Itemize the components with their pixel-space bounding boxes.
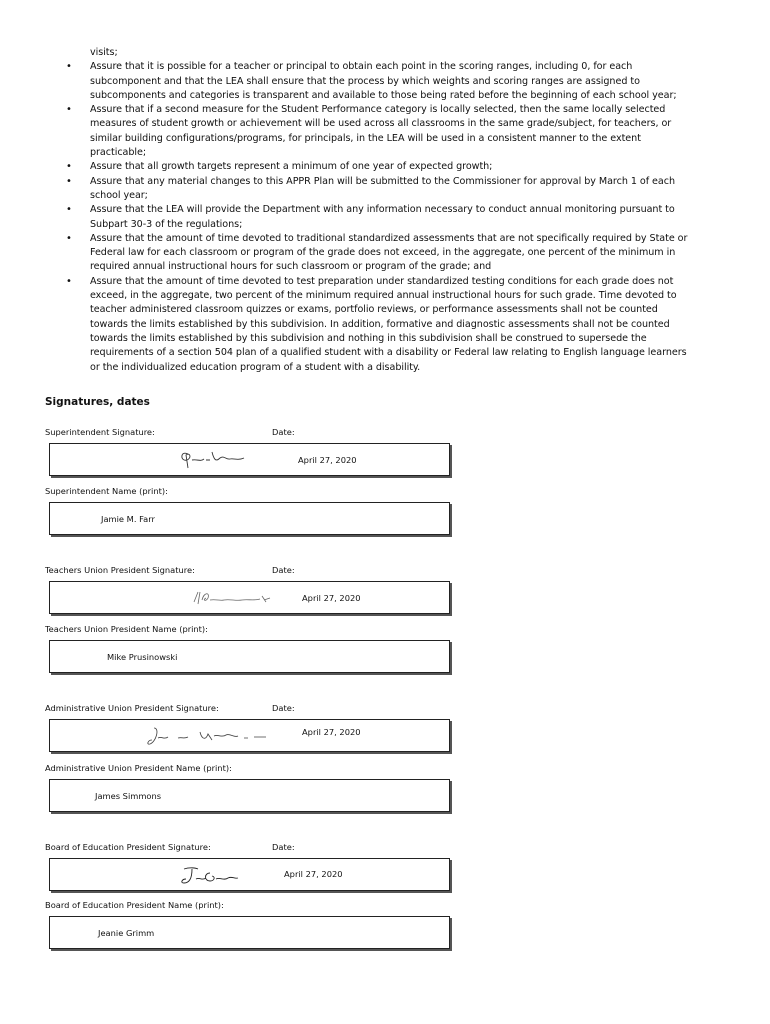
list-item-line: required annual instructional hours for such classroom or program of the grade; and <box>90 261 492 273</box>
superintendent-name-value: Jamie M. Farr <box>101 514 155 524</box>
administrative-union-name-field[interactable] <box>49 779 450 812</box>
list-item-line: Assure that the amount of time devoted to test preparation under standardized testing conditions for each grade does not <box>90 275 674 287</box>
list-item-line: similar building configurations/programs, for principals, in the LEA will be used in a consistent manner to the extent <box>90 132 641 144</box>
teachers-union-signature-field[interactable] <box>49 581 450 614</box>
teachers-union-name-label: Teachers Union President Name (print): <box>45 624 208 634</box>
signature-image <box>178 446 254 470</box>
list-item-line: Assure that the LEA will provide the Department with any information necessary to conduct annual monitoring pursuant to <box>90 204 675 216</box>
bullet-icon: • <box>66 161 72 173</box>
date-label: Date: <box>272 565 295 575</box>
administrative-union-name-value: James Simmons <box>95 791 162 801</box>
list-item-line: school year; <box>90 189 148 201</box>
list-item-line: Assure that any material changes to this APPR Plan will be submitted to the Commissioner for approval by March 1 of each <box>90 175 675 187</box>
board-of-education-signature-date: April 27, 2020 <box>284 869 343 879</box>
bullet-icon: • <box>66 175 72 187</box>
list-item <box>66 103 721 160</box>
teachers-union-name-field[interactable] <box>49 640 450 673</box>
list-item-line: exceed, in the aggregate, two percent of the minimum required annual instructional hours for such grade. Time devoted to <box>90 290 677 302</box>
board-of-education-signature-label: Board of Education President Signature: <box>45 842 211 852</box>
superintendent-signature-field[interactable] <box>49 443 450 476</box>
list-item-line: practicable; <box>90 147 147 159</box>
teachers-union-name-value: Mike Prusinowski <box>107 652 178 662</box>
signature-image <box>178 865 240 887</box>
administrative-union-signature-date: April 27, 2020 <box>302 727 361 737</box>
list-item-line: Federal law for each classroom or program of the grade does not exceed, in the aggregate, one percent of the minimum in <box>90 247 676 259</box>
superintendent-name-label: Superintendent Name (print): <box>45 486 168 496</box>
administrative-union-signature-label: Administrative Union President Signature: <box>45 703 219 713</box>
list-item-line: Assure that it is possible for a teacher or principal to obtain each point in the scoring ranges, including 0, for each <box>90 61 633 73</box>
list-item <box>66 175 721 204</box>
list-item-line: Assure that if a second measure for the Student Performance category is locally selected, then the same locally selected <box>90 104 666 116</box>
list-item-line: Assure that all growth targets represent a minimum of one year of expected growth; <box>90 161 493 173</box>
signature-image <box>190 588 272 608</box>
list-item-line: towards the limits established by this subdivision. In addition, formative and diagnostic assessments shall not be counted <box>90 318 670 330</box>
board-of-education-name-value: Jeanie Grimm <box>98 928 155 938</box>
list-item <box>66 160 721 174</box>
list-item <box>66 275 721 375</box>
superintendent-signature-date: April 27, 2020 <box>298 455 357 465</box>
signature-image <box>144 724 270 748</box>
list-continuation: visits; <box>90 47 118 58</box>
date-label: Date: <box>272 703 295 713</box>
board-of-education-signature-field[interactable] <box>49 858 450 891</box>
list-item-line: subcomponents and categories is transparent and available to those being rated before the beginning of each school year; <box>90 89 677 101</box>
list-item <box>66 232 721 275</box>
bullet-icon: • <box>66 204 72 216</box>
bullet-icon: • <box>66 275 72 287</box>
section-title: Signatures, dates <box>45 396 150 408</box>
list-item-line: measures of student growth or achievement will be used across all classrooms in the same grade/subject, for teachers, or <box>90 118 672 130</box>
list-item-line: requirements of a section 504 plan of a qualified student with a disability or Federal law relating to English language learners <box>90 347 687 359</box>
list-item-line: Subpart 30-3 of the regulations; <box>90 218 243 230</box>
list-item-line: or the individualized education program of a student with a disability. <box>90 361 421 373</box>
bullet-icon: • <box>66 104 72 116</box>
board-of-education-name-label: Board of Education President Name (print): <box>45 900 224 910</box>
teachers-union-signature-label: Teachers Union President Signature: <box>45 565 195 575</box>
superintendent-signature-label: Superintendent Signature: <box>45 427 155 437</box>
list-item <box>66 203 721 232</box>
bullet-icon: • <box>66 61 72 73</box>
list-item-line: towards the limits established by this subdivision and nothing in this subdivision shall be construed to supersede the <box>90 332 647 344</box>
list-item-line: subcomponent and that the LEA shall ensure that the process by which weights and scoring ranges are assigned to <box>90 75 640 87</box>
administrative-union-name-label: Administrative Union President Name (print): <box>45 763 232 773</box>
date-label: Date: <box>272 842 295 852</box>
administrative-union-signature-field[interactable] <box>49 719 450 752</box>
date-label: Date: <box>272 427 295 437</box>
assurance-list <box>66 46 721 375</box>
teachers-union-signature-date: April 27, 2020 <box>302 593 361 603</box>
list-item-line: teacher administered classroom quizzes or exams, portfolio reviews, or performance assessments shall not be counted <box>90 304 658 316</box>
board-of-education-name-field[interactable] <box>49 916 450 949</box>
superintendent-name-field[interactable] <box>49 502 450 535</box>
bullet-icon: • <box>66 232 72 244</box>
list-item <box>66 60 721 103</box>
list-item-line: Assure that the amount of time devoted to traditional standardized assessments that are not specifically required by State or <box>90 232 688 244</box>
